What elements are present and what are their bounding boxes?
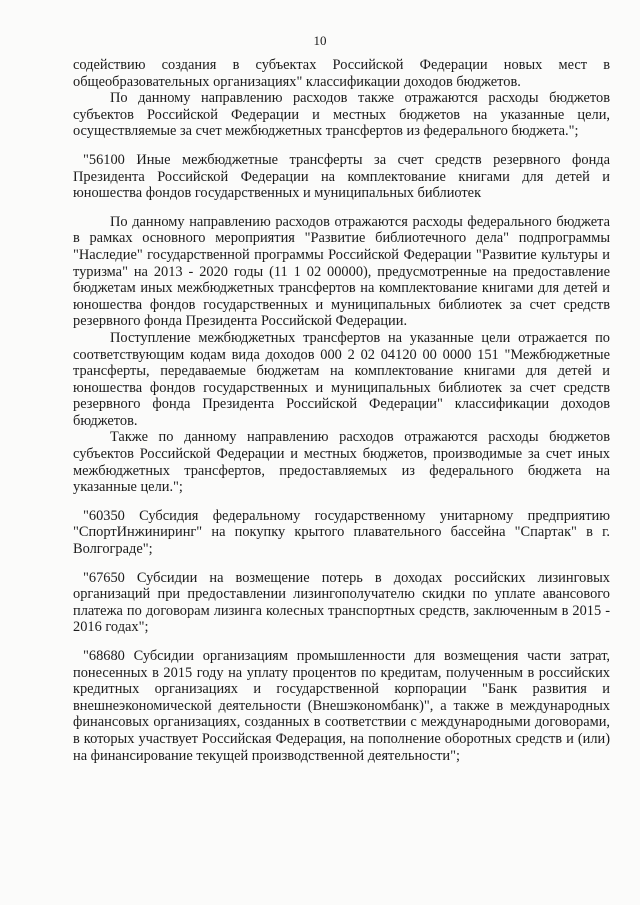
paragraph-1: содействию создания в субъектах Российской Федерации новых мест в общеобразовательных организациях" классификации доходов бюджетов. — [73, 57, 610, 90]
page-number: 10 — [313, 33, 327, 48]
paragraph-5: Поступление межбюджетных трансфертов на указанные цели отражается по соответствующим кодам вида доходов 000 2 02 04120 00 0000 151 "Межбюджетные трансферты, передаваемые бюджетам на комплектование книгами для детей и юношества фондов государственных и муниципальных библиотек за счет средств резервного фонда Президента Российской Федерации" классификации доходов бюджетов. — [73, 329, 610, 429]
paragraph-9: "68680 Субсидии организациям промышленности для возмещения части затрат, понесенных в 2015 году на уплату процентов по кредитам, полученным в российских кредитных организациях и государственной корпорации "Банк развития и внешнеэкономической деятельности (Внешэкономбанк)", а также в международных финансовых организациях, созданных в соответствии с международными договорами, в которых участвует Российская Федерация, на пополнение оборотных средств и (или) на финансирование текущей производственной деятельности"; — [73, 648, 610, 764]
paragraph-6: Также по данному направлению расходов отражаются расходы бюджетов субъектов Российской Федерации и местных бюджетов, производимые за счет иных межбюджетных трансфертов, предоставляемых из федерального бюджета на указанные цели."; — [73, 429, 610, 496]
paragraph-8: "67650 Субсидии на возмещение потерь в доходах российских лизинговых организаций при предоставлении лизингополучателю скидки по уплате авансового платежа по договорам лизинга колесных транспортных средств, заключенным в 2015 - 2016 годах"; — [73, 569, 610, 636]
paragraph-2: По данному направлению расходов также отражаются расходы бюджетов субъектов Российской Федерации и местных бюджетов на указанные цели, осуществляемые за счет межбюджетных трансфертов из федерального бюджета."; — [73, 90, 610, 140]
paragraph-4: По данному направлению расходов отражаются расходы федерального бюджета в рамках основного мероприятия "Развитие библиотечного дела" подпрограммы "Наследие" государственной программы Российской Федерации "Развитие культуры и туризма" на 2013 - 2020 годы (11 1 02 00000), предусмотренные на предоставление бюджетам иных межбюджетных трансфертов на комплектование книгами для детей и юношества фондов государственных и муниципальных библиотек за счет средств резервного фонда Президента Российской Федерации. — [73, 213, 610, 330]
paragraph-3: "56100 Иные межбюджетные трансферты за счет средств резервного фонда Президента Российской Федерации на комплектование книгами для детей и юношества фондов государственных и муниципальных библиотек — [73, 151, 610, 202]
document-body — [73, 57, 610, 764]
paragraph-7: "60350 Субсидия федеральному государственному унитарному предприятию "СпортИнжиниринг" на покупку крытого плавательного бассейна "Спартак" в г. Волгограде"; — [73, 507, 610, 558]
